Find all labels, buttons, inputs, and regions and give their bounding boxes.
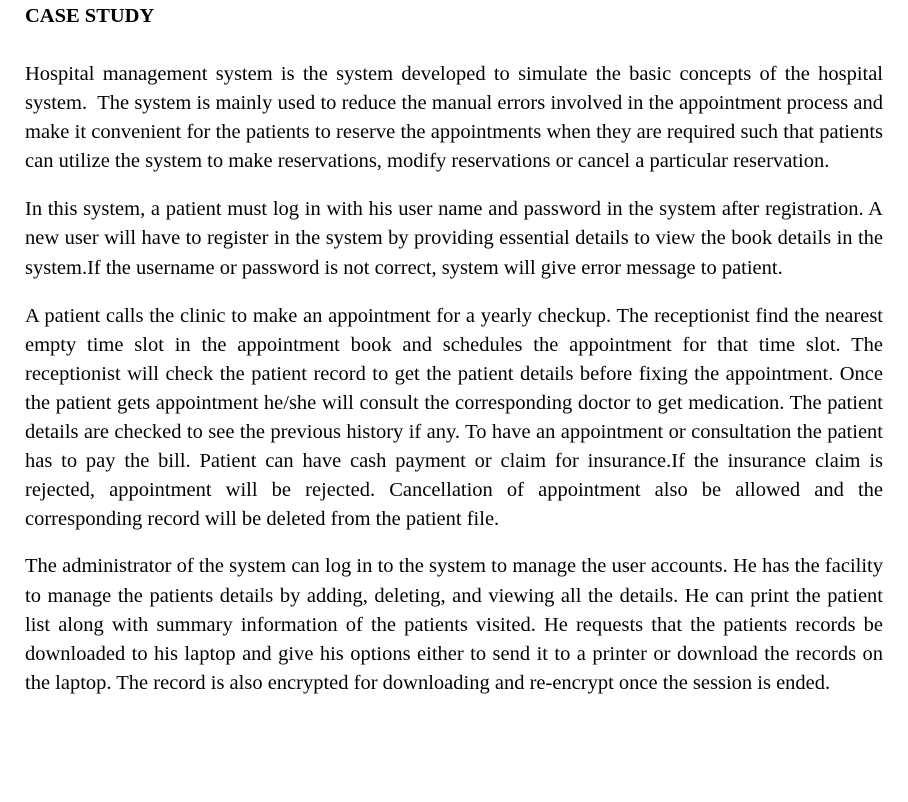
- paragraph-login: In this system, a patient must log in with his user name and password in the system after registration. A new user will have to register in the system by providing essential details to view the book details in the system.If the username or password is not correct, system will give error message to patient.: [25, 198, 889, 279]
- document-title: CASE STUDY: [25, 5, 155, 27]
- document-body: [25, 0, 889, 698]
- paragraph-appointment: A patient calls the clinic to make an appointment for a yearly checkup. The receptionist find the nearest empty time slot in the appointment book and schedules the appointment for that time slot. The receptionist will check the patient record to get the patient details before fixing the appointment. Once the patient gets appointment he/she will consult the corresponding doctor to get medication. The patient details are checked to see the previous history if any. To have an appointment or consultation the patient has to pay the bill. Patient can have cash payment or claim for insurance.If the insurance claim is rejected, appointment will be rejected. Cancellation of appointment also be allowed and the corresponding record will be deleted from the patient file.: [25, 304, 889, 531]
- paragraph-administrator: The administrator of the system can log in to the system to manage the user accounts. He has the facility to manage the patients details by adding, deleting, and viewing all the details. He can print the patient list along with summary information of the patients visited. He requests that the patients records be downloaded to his laptop and give his options either to send it to a printer or download the records on the laptop. The record is also encrypted for downloading and re-encrypt once the session is ended.: [25, 555, 889, 694]
- paragraph-introduction: Hospital management system is the system developed to simulate the basic concepts of the hospital system. The system is mainly used to reduce the manual errors involved in the appointment process and make it convenient for the patients to reserve the appointments when they are required such that patients can utilize the system to make reservations, modify reservations or cancel a particular reservation.: [25, 63, 889, 173]
